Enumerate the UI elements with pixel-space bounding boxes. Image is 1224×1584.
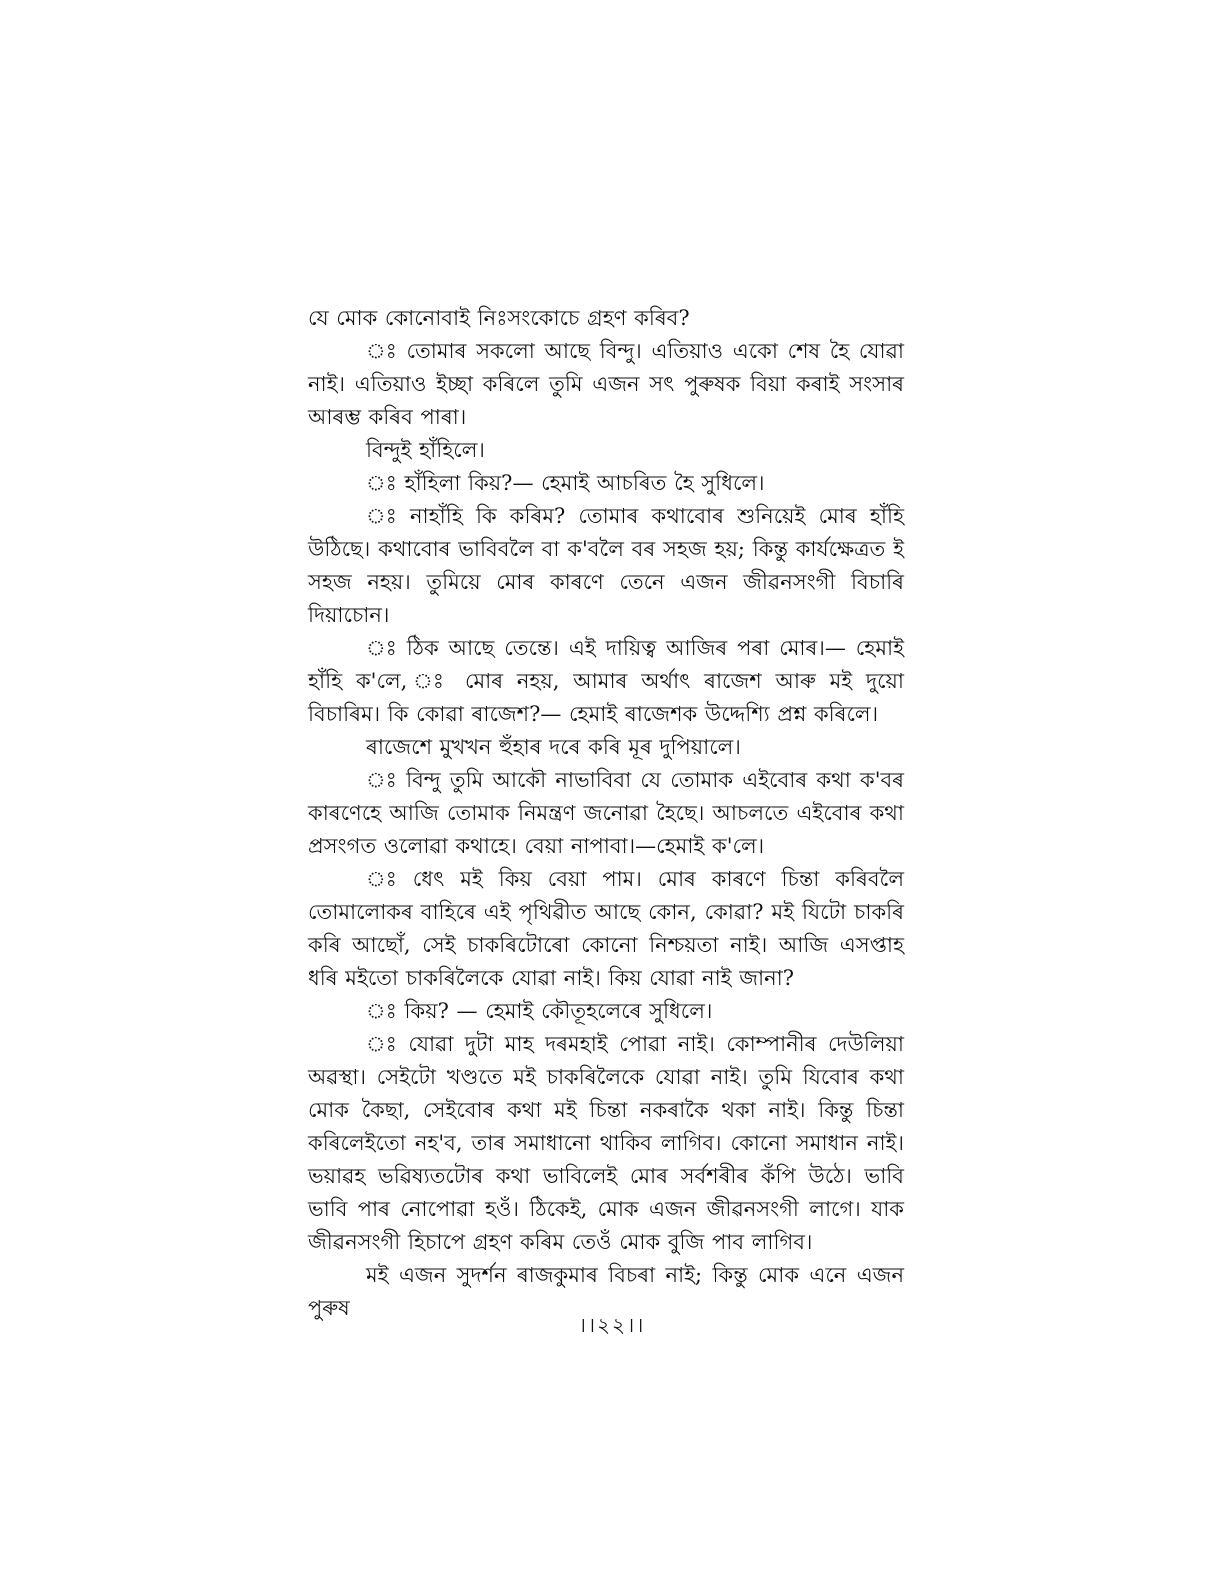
- paragraph-7: ৰাজেশে মুখখন হুঁহাৰ দৰে কৰি মূৰ দুপিয়ালে।: [366, 735, 741, 759]
- paragraph-11: ঃ যোৱা দুটা মাহ দৰমহাই পোৱা নাই। কোম্পানীৰ দেউলিয়া অৱস্থা। সেইটো খণ্ডতে মই চাকৰিলৈকে যোৱা নাই। তুমি যিবোৰ কথা মোক কৈছা, সেইবোৰ কথা মই চিন্তা নকৰাকৈ থকা নাই। কিন্তু চিন্তা কৰিলেইতো নহ'ব, তাৰ সমাধানো থাকিব লাগিব। কোনো সমাধান নাই। ভয়াৱহ ভৱিষ্যতটোৰ কথা ভাবিলেই মোৰ সৰ্বশৰীৰ কঁপি উঠে। ভাবি ভাবি পাৰ নোপোৱা হওঁ। ঠিকেই, মোক এজন জীৱনসংগী লাগে। যাক জীৱনসংগী হিচাপে গ্ৰহণ কৰিম তেওঁ মোক বুজি পাব লাগিব।: [308, 1032, 904, 1254]
- paragraph-12: মই এজন সুদৰ্শন ৰাজকুমাৰ বিচৰা নাই; কিন্তু মোক এনে এজন পুৰুষ: [308, 1263, 904, 1320]
- paragraph-4: ঃ হাঁহিলা কিয়?— হেমাই আচৰিত হৈ সুধিলে।: [366, 471, 765, 495]
- paragraph-2: ঃ তোমাৰ সকলো আছে বিন্দু। এতিয়াও একো শেষ হৈ যোৱা নাই। এতিয়াও ইচ্ছা কৰিলে তুমি এজন সৎ পুৰুষক বিয়া কৰাই সংসাৰ আৰম্ভ কৰিব পাৰা।: [308, 339, 904, 429]
- paragraph-5: ঃ নাহাঁহি কি কৰিম? তোমাৰ কথাবোৰ শুনিয়েই মোৰ হাঁহি উঠিছে। কথাবোৰ ভাবিবলৈ বা ক'বলৈ বৰ সহজ হয়; কিন্তু কাৰ্যক্ষেত্ৰত ই সহজ নহয়। তুমিয়ে মোৰ কাৰণে তেনে এজন জীৱনসংগী বিচাৰি দিয়াচোন।: [308, 504, 904, 627]
- paragraph-6: ঃ ঠিক আছে তেন্তে। এই দায়িত্ব আজিৰ পৰা মোৰ।— হেমাই হাঁহি ক'লে, ঃ মোৰ নহয়, আমাৰ অৰ্থাৎ ৰাজেশ আৰু মই দুয়ো বিচাৰিম। কি কোৱা ৰাজেশ?— হেমাই ৰাজেশক উদ্দেশ্যি প্ৰশ্ন কৰিলে।: [308, 636, 904, 726]
- page-body: [308, 302, 904, 1325]
- paragraph-10: ঃ কিয়? — হেমাই কৌতূহলেৰে সুধিলে।: [366, 999, 713, 1023]
- paragraph-3: বিন্দুই হাঁহিলে।: [366, 438, 485, 462]
- paragraph-1: যে মোক কোনোবাই নিঃসংকোচে গ্ৰহণ কৰিব?: [308, 306, 690, 330]
- paragraph-8: ঃ বিন্দু তুমি আকৌ নাভাবিবা যে তোমাক এইবোৰ কথা ক'বৰ কাৰণেহে আজি তোমাক নিমন্ত্ৰণ জনোৱা হৈছে। আচলতে এইবোৰ কথা প্ৰসংগত ওলোৱা কথাহে। বেয়া নাপাবা।—হেমাই ক'লে।: [308, 768, 904, 858]
- page-number: ।।২২।।: [578, 1313, 646, 1337]
- paragraph-9: ঃ ধেৎ মই কিয় বেয়া পাম। মোৰ কাৰণে চিন্তা কৰিবলৈ তোমালোকৰ বাহিৰে এই পৃথিৱীত আছে কোন, কোৱা? মই যিটো চাকৰি কৰি আছোঁ, সেই চাকৰিটোৰো কোনো নিশ্চয়তা নাই। আজি এসপ্তাহ ধৰি মইতো চাকৰিলৈকে যোৱা নাই। কিয় যোৱা নাই জানা?: [308, 867, 904, 990]
